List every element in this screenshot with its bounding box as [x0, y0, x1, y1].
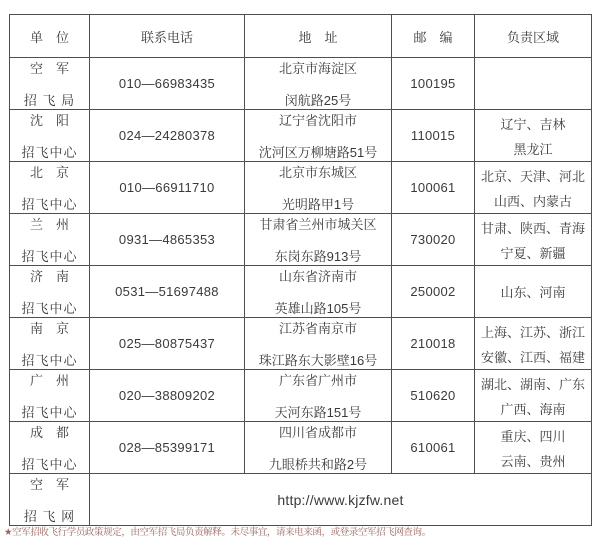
phone-number: 028—85399171 — [118, 440, 216, 455]
phone-number: 024—24280378 — [118, 128, 216, 143]
phone-cell — [90, 370, 245, 422]
phone-number: 0531—51697488 — [115, 284, 219, 299]
zip-code: 100195 — [410, 76, 456, 91]
unit-name-line2: 招飞中心 — [21, 457, 78, 472]
region-cell — [475, 162, 592, 214]
phone-number: 020—38809202 — [118, 388, 216, 403]
address-line2: 东岗东路913号 — [274, 249, 362, 264]
table-row — [10, 370, 592, 422]
unit-name-line2: 招飞中心 — [21, 249, 78, 264]
table-header — [10, 15, 592, 58]
unit-name-line2: 招 飞 局 — [23, 93, 76, 108]
header-phone: 联系电话 — [90, 15, 245, 58]
zip-cell — [392, 58, 475, 110]
address-line1: 山东省济南市 — [278, 269, 357, 284]
phone-number: 0931—4865353 — [118, 232, 216, 247]
unit-cell — [10, 422, 90, 474]
region-cell — [475, 58, 592, 110]
website-url: http://www.kjzfw.net — [277, 491, 404, 508]
unit-name-line2: 招飞中心 — [21, 353, 78, 368]
phone-cell — [90, 58, 245, 110]
region-line: 山东、河南 — [500, 285, 566, 300]
region-lines — [475, 426, 591, 470]
header-address: 地 址 — [245, 15, 392, 58]
phone-cell — [90, 110, 245, 162]
address-line2: 英雄山路105号 — [274, 301, 362, 316]
zip-cell — [392, 318, 475, 370]
zip-cell — [392, 266, 475, 318]
region-line: 宁夏、新疆 — [500, 245, 566, 261]
address-line1: 四川省成都市 — [278, 425, 357, 440]
region-line: 云南、贵州 — [500, 453, 566, 469]
header-row — [10, 15, 592, 58]
phone-number: 010—66983435 — [118, 76, 216, 91]
address-line2: 闵航路25号 — [284, 93, 352, 108]
region-line: 辽宁、吉林 — [500, 116, 566, 132]
unit-name-line1: 济 南 — [29, 269, 69, 284]
website-row — [10, 474, 592, 526]
table-row — [10, 214, 592, 266]
region-lines — [475, 282, 591, 301]
phone-cell — [90, 214, 245, 266]
address-line1: 北京市海淀区 — [278, 61, 357, 76]
address-line2: 九眼桥共和路2号 — [268, 457, 368, 472]
zip-cell — [392, 214, 475, 266]
policy-note: ★空军招收飞行学员政策规定，由空军招飞局负责解释。未尽事宜，请来电来函，或登录空军招飞网查询。 — [4, 527, 431, 538]
phone-number: 010—66911710 — [119, 180, 215, 195]
region-cell — [475, 214, 592, 266]
unit-cell — [10, 58, 90, 110]
unit-cell — [10, 370, 90, 422]
zip-code: 510620 — [410, 388, 456, 403]
header-region: 负责区域 — [475, 15, 592, 58]
table-footer-body — [10, 474, 592, 526]
unit-name-line2: 招 飞 网 — [23, 509, 76, 524]
address-line1: 北京市东城区 — [278, 165, 357, 180]
unit-name-line2: 招飞中心 — [21, 145, 78, 160]
address-cell — [245, 422, 392, 474]
phone-cell — [90, 318, 245, 370]
region-lines — [475, 166, 591, 210]
unit-name-line1: 空 军 — [29, 477, 69, 492]
address-cell — [245, 58, 392, 110]
unit-name-line1: 北 京 — [29, 165, 69, 180]
address-cell — [245, 318, 392, 370]
unit-name-line2: 招飞中心 — [21, 197, 78, 212]
address-cell — [245, 266, 392, 318]
table-row — [10, 318, 592, 370]
unit-name-line1: 南 京 — [29, 321, 69, 336]
zip-cell — [392, 422, 475, 474]
zip-code: 250002 — [410, 284, 456, 299]
region-cell — [475, 318, 592, 370]
region-cell — [475, 110, 592, 162]
table-row — [10, 58, 592, 110]
region-line: 湖北、湖南、广东 — [480, 376, 585, 392]
address-line1: 辽宁省沈阳市 — [278, 113, 357, 128]
region-line: 安徽、江西、福建 — [480, 349, 585, 365]
region-lines — [475, 322, 591, 366]
region-line: 北京、天津、河北 — [480, 168, 585, 184]
zip-cell — [392, 370, 475, 422]
unit-name-line1: 空 军 — [29, 61, 69, 76]
unit-cell — [10, 214, 90, 266]
address-line1: 甘肃省兰州市城关区 — [259, 217, 377, 232]
unit-name-line1: 广 州 — [29, 373, 69, 388]
address-cell — [245, 214, 392, 266]
region-line: 黑龙江 — [513, 141, 553, 157]
address-cell — [245, 162, 392, 214]
unit-name-line1: 兰 州 — [29, 217, 69, 232]
zip-cell — [392, 110, 475, 162]
address-cell — [245, 110, 392, 162]
unit-cell — [10, 474, 90, 526]
unit-cell — [10, 318, 90, 370]
phone-cell — [90, 162, 245, 214]
address-line2: 天河东路151号 — [274, 405, 362, 420]
region-lines — [475, 114, 591, 158]
header-unit: 单 位 — [10, 15, 90, 58]
zip-code: 730020 — [410, 232, 456, 247]
region-cell — [475, 370, 592, 422]
zip-cell — [392, 162, 475, 214]
phone-number: 025—80875437 — [118, 336, 216, 351]
address-line1: 广东省广州市 — [278, 373, 357, 388]
zip-code: 100061 — [410, 180, 456, 195]
region-line: 广西、海南 — [500, 401, 566, 417]
unit-name-line1: 成 都 — [29, 425, 69, 440]
region-lines — [475, 218, 591, 262]
phone-cell — [90, 422, 245, 474]
address-line2: 光明路甲1号 — [281, 197, 355, 212]
region-line: 重庆、四川 — [500, 428, 566, 444]
table-row — [10, 422, 592, 474]
unit-name-line1: 沈 阳 — [29, 113, 69, 128]
address-line2: 沈河区万柳塘路51号 — [258, 145, 378, 160]
unit-cell — [10, 110, 90, 162]
zip-code: 110015 — [410, 128, 456, 143]
address-line2: 珠江路东大影壁16号 — [258, 353, 378, 368]
address-line1: 江苏省南京市 — [278, 321, 357, 336]
website-cell — [90, 474, 592, 526]
region-line: 山西、内蒙古 — [493, 193, 572, 209]
table-row — [10, 162, 592, 214]
table-body — [10, 58, 592, 474]
phone-cell — [90, 266, 245, 318]
zip-code: 610061 — [410, 440, 456, 455]
region-cell — [475, 422, 592, 474]
recruitment-contact-table — [9, 14, 592, 526]
address-cell — [245, 370, 392, 422]
zip-code: 210018 — [410, 336, 456, 351]
region-line: 甘肃、陕西、青海 — [480, 220, 585, 236]
unit-cell — [10, 266, 90, 318]
region-line: 上海、江苏、浙江 — [480, 324, 585, 340]
unit-cell — [10, 162, 90, 214]
header-zip: 邮 编 — [392, 15, 475, 58]
region-lines — [475, 374, 591, 418]
table-row — [10, 110, 592, 162]
unit-name-line2: 招飞中心 — [21, 405, 78, 420]
unit-name-line2: 招飞中心 — [21, 301, 78, 316]
table-row — [10, 266, 592, 318]
region-cell — [475, 266, 592, 318]
